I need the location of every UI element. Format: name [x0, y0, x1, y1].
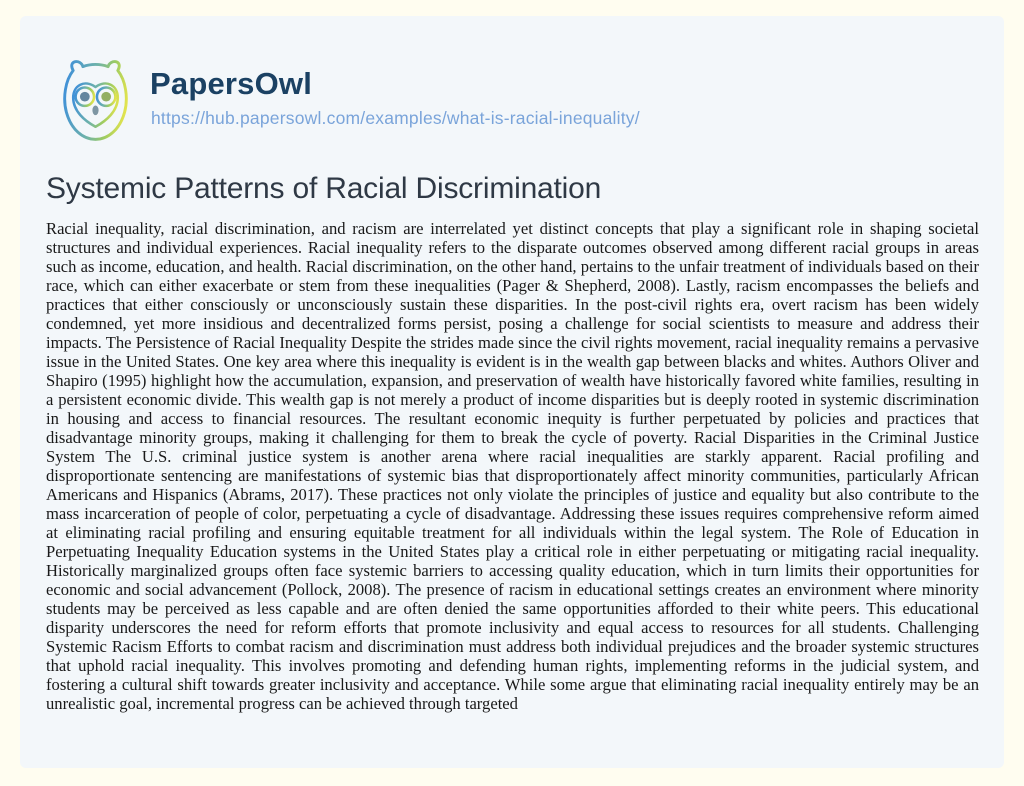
brand-title[interactable]: PapersOwl: [150, 66, 313, 101]
content-panel: [20, 16, 1004, 768]
page-title: Systemic Patterns of Racial Discrimination: [46, 172, 602, 205]
article-url-link[interactable]: https://hub.papersowl.com/examples/what-is-racial-inequality/: [151, 108, 640, 128]
owl-logo-icon[interactable]: [47, 55, 144, 152]
essay-body-text: Racial inequality, racial discrimination, and racism are interrelated yet distinct concepts that play a significant role in shaping societal structures and individual experiences. Racial inequality refers to the disparate outcomes observed among different racial groups in areas such as income, education, and health. Racial discrimination, on the other hand, pertains to the unfair treatment of individuals based on their race, which can either exacerbate or stem from these inequalities (Pager & Shepherd, 2008). Lastly, racism encompasses the beliefs and practices that either consciously or unconsciously sustain these disparities. In the post-civil rights era, overt racism has been widely condemned, yet more insidious and decentralized forms persist, posing a challenge for social scientists to measure and address their impacts. The Persistence of Racial Inequality Despite the strides made since the civil rights movement, racial inequality remains a pervasive issue in the United States. One key area where this inequality is evident is in the wealth gap between blacks and whites. Authors Oliver and Shapiro (1995) highlight how the accumulation, expansion, and preservation of wealth have historically favored white families, resulting in a persistent economic divide. This wealth gap is not merely a product of income disparities but is deeply rooted in systemic discrimination in housing and access to financial resources. The resultant economic inequity is further perpetuated by policies and practices that disadvantage minority groups, making it challenging for them to break the cycle of poverty. Racial Disparities in the Criminal Justice System The U.S. criminal justice system is another arena where racial inequalities are starkly apparent. Racial profiling and disproportionate sentencing are manifestations of systemic bias that disproportionately affect minority communities, particularly African Americans and Hispanics (Abrams, 2017). These practices not only violate the principles of justice and equality but also contribute to the mass incarceration of people of color, perpetuating a cycle of disadvantage. Addressing these issues requires comprehensive reform aimed at eliminating racial profiling and ensuring equitable treatment for all individuals within the legal system. The Role of Education in Perpetuating Inequality Education systems in the United States play a critical role in either perpetuating or mitigating racial inequality. Historically marginalized groups often face systemic barriers to accessing quality education, which in turn limits their opportunities for economic and social advancement (Pollock, 2008). The presence of racism in educational settings creates an environment where minority students may be perceived as less capable and are often denied the same opportunities afforded to their white peers. This educational disparity underscores the need for reform efforts that promote inclusivity and equal access to resources for all students. Challenging Systemic Racism Efforts to combat racism and discrimination must address both individual prejudices and the broader systemic structures that uphold racial inequality. This involves promoting and defending human rights, implementing reforms in the judicial system, and fostering a cultural shift towards greater inclusivity and acceptance. While some argue that eliminating racial inequality entirely may be an unrealistic goal, incremental progress can be achieved through targeted: [46, 219, 979, 713]
